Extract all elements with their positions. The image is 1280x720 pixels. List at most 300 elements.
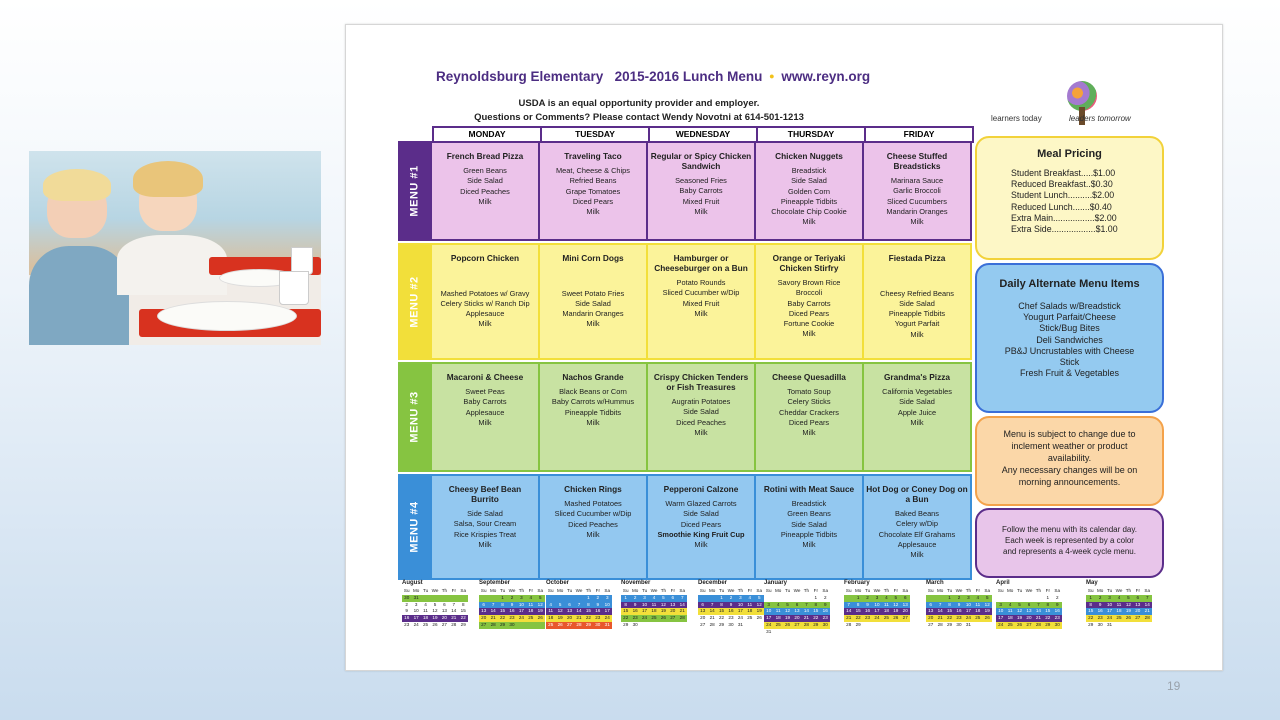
month-calendar [1086,580,1152,629]
menu-cell [538,243,648,360]
menu-item: Milk [802,329,816,339]
calendar-day: 28 [488,622,497,629]
entree-title: Pepperoni Calzone [663,484,739,494]
calendar-day: 9 [1053,602,1062,609]
school-logo [989,81,1149,141]
calendar-day: 13 [926,608,935,615]
menu-item: Black Beans or Corn [559,387,627,396]
entree-title: Chicken Nuggets [775,151,843,161]
calendar-day: 20 [926,615,935,622]
calendar-day: 31 [1106,621,1113,627]
weekday-abbrev: Tu [566,588,573,593]
calendar-week [1086,602,1152,609]
calendar-day: 5 [555,602,564,609]
month-calendar [621,580,687,629]
menu-item: Sliced Cucumber w/Dip [554,509,632,519]
calendar-day: 21 [678,608,687,615]
day-friday: FRIDAY [864,126,974,143]
menu-label [398,474,432,580]
weekday-abbrev: Su [1087,588,1094,593]
calendar-day: 27 [792,622,801,629]
weekday-abbrev: Mo [936,588,944,593]
day-wednesday: WEDNESDAY [648,126,758,143]
price-line: Student Breakfast.....$1.00 [1011,168,1116,178]
calendar-day: 9 [630,602,639,609]
menu-label [398,362,432,472]
menu-item: Milk [478,196,492,206]
calendar-day: 7 [452,601,456,607]
weekday-abbrev: Su [765,588,772,593]
calendar-day: 28 [1034,622,1043,629]
calendar-day: 22 [459,615,468,622]
calendar-day: 17 [411,615,420,622]
calendar-day: 1 [621,595,630,602]
calendar-day: 6 [668,595,677,602]
calendar-week [546,608,612,615]
calendar-day [430,595,439,602]
weekday-header [996,588,1062,595]
menu-item: Mandarin Oranges [562,309,624,319]
calendar-day: 3 [964,595,973,602]
calendar-day: 29 [623,621,629,627]
calendar-week [546,595,612,602]
calendar-day: 2 [863,595,872,602]
calendar-day: 20 [1024,615,1033,622]
entree-title: Cheesy Beef Bean Burrito [448,484,522,504]
weekday-abbrev: Fr [670,588,675,593]
entree-title: Nachos Grande [562,372,624,382]
calendar-day: 18 [773,615,782,622]
menu-item: Diced Pears [788,417,830,427]
calendar-day: 14 [678,602,687,609]
calendar-day [882,622,891,629]
calendar-day [983,622,992,629]
calendar-day: 15 [621,608,630,615]
calendar-week [698,602,764,609]
menu-cell [538,141,648,241]
calendar-day: 6 [443,601,446,607]
menu-item: Potato Rounds [676,278,726,287]
calendar-week [698,622,764,629]
calendar-week [926,622,992,629]
menu-item: California Vegetables [882,387,952,396]
weekday-abbrev: Sa [756,588,763,593]
calendar-day: 14 [488,608,497,615]
calendar-day: 15 [498,608,507,615]
calendar-day: 19 [1124,608,1133,615]
calendar-day: 29 [584,622,593,629]
calendar-day: 9 [863,602,872,609]
calendar-day [926,595,935,602]
calendar-day: 15 [811,608,820,615]
menu-item: Apple Juice [897,407,937,417]
calendar-day: 8 [811,602,820,609]
calendar-day: 17 [996,615,1005,622]
month-calendar [996,580,1062,629]
menu-item: Milk [802,217,816,227]
calendar-week [844,615,910,622]
weekday-abbrev: Th [737,588,744,593]
menu-item: Mashed Potatoes [564,499,622,508]
menu-cell [862,474,972,580]
calendar-day: 24 [964,615,973,622]
calendar-day: 3 [640,595,649,602]
menu-item: Milk [586,319,600,329]
month-calendar [764,580,830,636]
calendar-day: 11 [526,602,535,609]
calendar-day: 10 [517,602,526,609]
calendar-day: 12 [755,602,764,609]
menu-item: Side Salad [791,519,827,529]
weekday-abbrev: Th [660,588,667,593]
boy-shirt [29,246,129,345]
calendar-day: 16 [726,608,735,615]
month-name: November [621,580,651,586]
calendar-week [479,615,545,622]
calendar-day: 13 [565,608,574,615]
calendar-day: 31 [965,621,971,627]
calendar-day [745,622,754,629]
calendar-day: 23 [863,615,872,622]
calendar-week [996,615,1062,622]
weekday-abbrev: We [650,588,658,593]
calendar-day: 1 [1046,594,1050,600]
calendar-day: 25 [1114,615,1123,622]
calendar-day: 10 [640,602,649,609]
calendar-day [546,595,555,602]
menu-item: Milk [586,529,600,539]
weekday-abbrev: Su [997,588,1004,593]
calendar-day: 13 [1024,608,1033,615]
calendar-day: 23 [1053,615,1062,622]
calendar-day: 11 [1005,608,1014,615]
calendar-day [844,595,853,602]
menu-item: Sliced Cucumbers [887,196,947,206]
menu-item: Diced Peaches [676,417,726,427]
calendar-week [844,608,910,615]
weekday-header [479,588,545,595]
calendar-day: 6 [792,602,801,609]
weekday-abbrev: Sa [1054,588,1061,593]
calendar-day: 14 [707,608,716,615]
calendar-day [707,595,716,602]
month-name: September [479,580,511,586]
weekday-abbrev: Fr [1045,588,1050,593]
lunch-menu-document [345,24,1223,671]
menu-item: Garlic Broccoli [893,186,941,196]
calendar-day [659,622,668,629]
calendar-day: 1 [1086,595,1095,602]
calendar-week [926,595,992,602]
contact-line: Questions or Comments? Please contact Wendy Novotni at 614-501-1213 [474,112,804,123]
calendar-day: 6 [1133,595,1142,602]
price-line: Extra Side..................$1.00 [1011,224,1118,235]
school-name: Reynoldsburg Elementary [436,69,604,84]
calendar-day: 24 [517,615,526,622]
weekday-abbrev: We [1025,588,1033,593]
calendar-day: 24 [640,615,649,622]
calendar-week [546,622,612,629]
menu-item: Celery Sticks [787,397,831,407]
calendar-day [555,595,564,602]
menu-item: Pineapple Tidbits [888,309,946,319]
calendar-day: 25 [546,622,555,629]
calendar-day: 26 [536,615,545,622]
calendar-week [926,608,992,615]
menu-item: Tomato Soup [787,387,831,396]
calendar-week [479,602,545,609]
calendar-day: 5 [1015,602,1024,609]
calendar-day: 18 [421,615,430,622]
calendar-day: 19 [1015,615,1024,622]
weekday-abbrev: Tu [946,588,953,593]
calendar-day: 15 [1043,608,1052,615]
calendar-day: 26 [659,615,668,622]
weekday-abbrev: We [575,588,583,593]
menu-cell [430,474,540,580]
calendar-day: 2 [726,595,735,602]
month-calendar [698,580,764,629]
price-line: Reduced Lunch.......$0.40 [1011,201,1112,212]
menu-item: Milk [910,417,924,427]
weekday-abbrev: Mo [1096,588,1104,593]
menu-item: Pineapple Tidbits [780,529,838,539]
calendar-week [764,608,830,615]
calendar-day: 21 [1143,608,1152,615]
weekday-abbrev: Mo [854,588,862,593]
calendar-day: 26 [783,622,792,629]
calendar-day: 29 [946,621,953,627]
calendar-week [1086,622,1152,629]
month-calendar [546,580,612,629]
calendar-day: 7 [707,602,716,609]
menu-item: Augratin Potatoes [671,397,731,406]
calendar-day: 28 [802,622,811,629]
menu-item: Mixed Fruit [682,196,720,206]
weekday-abbrev: Sa [604,588,611,593]
menu-item: Salsa, Sour Cream [453,519,517,529]
month-name: January [764,580,788,586]
calendar-day: 18 [745,608,754,615]
weekday-abbrev: Th [883,588,890,593]
calendar-day: 8 [584,602,593,609]
calendar-day: 13 [668,602,677,609]
weekday-abbrev: Su [403,588,410,593]
calendar-day: 21 [844,615,853,622]
month-calendar [479,580,545,629]
calendar-day: 18 [649,608,658,615]
alternate-line: PB&J Uncrustables with Cheese [1004,345,1135,356]
calendar-day: 24 [996,622,1005,629]
menu-item: Celery w/Dip [896,519,938,529]
calendar-day: 4 [882,595,891,602]
calendar-day: 11 [546,608,555,615]
calendar-day: 2 [630,595,639,602]
menu-cell [646,474,756,580]
calendar-day: 4 [649,595,658,602]
calendar-instructions-box [975,508,1164,578]
calendar-day: 11 [649,602,658,609]
calendar-day: 12 [659,602,668,609]
calendar-day: 29 [1088,621,1094,627]
daily-alternate-box [975,263,1164,413]
menu-item: Chocolate Chip Cookie [771,207,847,217]
calendar-day: 9 [954,602,963,609]
calendar-week [764,615,830,622]
menu-item: Applesauce [465,309,505,319]
weekday-abbrev: Su [699,588,706,593]
calendar-day: 6 [479,602,488,609]
alternate-line: Deli Sandwiches [1036,334,1103,345]
calendar-day: 27 [479,622,488,629]
calendar-day: 7 [935,602,944,609]
menu-item: Applesauce [465,407,505,417]
calendar-day: 17 [603,608,612,615]
calendar-day: 9 [726,602,735,609]
calendar-week [764,622,830,629]
calendar-day: 28 [1143,615,1152,622]
alternate-line: Fresh Fruit & Vegetables [1019,368,1120,379]
weekday-header [844,588,910,595]
weekday-abbrev: We [508,588,516,593]
weekday-header [1086,588,1152,595]
calendar-day: 5 [755,595,764,602]
weekday-header [546,588,612,595]
calendar-day [764,595,773,602]
calendar-day [773,595,782,602]
weekday-abbrev: Th [1125,588,1132,593]
weekday-abbrev: Sa [1144,588,1151,593]
calendar-day: 26 [1124,615,1133,622]
calendar-day [973,622,982,629]
weekday-header [698,588,764,595]
menu-item [432,278,538,288]
calendar-day: 10 [736,602,745,609]
weekday-abbrev: Mo [489,588,497,593]
calendar-day: 7 [574,602,583,609]
calendar-day: 21 [488,615,497,622]
calendar-day: 24 [737,615,743,621]
calendar-day: 30 [402,595,411,602]
calendar-day: 23 [954,615,963,622]
calendar-week [764,602,830,609]
calendar-day: 24 [413,621,419,627]
weekday-abbrev: Th [441,588,448,593]
calendar-day: 8 [1086,602,1095,609]
calendar-day: 8 [717,602,726,609]
menu-item: Milk [694,308,708,318]
calendar-day: 28 [574,622,583,629]
calendar-week [844,622,910,629]
calendar-day [872,622,881,629]
calendar-day: 2 [1095,595,1104,602]
calendar-day: 5 [891,595,900,602]
calendar-week [1086,608,1152,615]
calendar-day: 5 [536,595,545,602]
weekday-abbrev: Sa [902,588,909,593]
calendar-day: 16 [1053,608,1062,615]
calendar-week [621,602,687,609]
price-line: Extra Main.................$2.00 [1011,212,1117,223]
calendar-week [479,595,545,602]
calendar-day: 18 [973,608,982,615]
calendar-day: 3 [603,595,612,602]
bullet-icon: ● [769,71,775,81]
calendar-day [1005,595,1014,602]
weekday-abbrev: We [793,588,801,593]
calendar-day [1124,622,1133,629]
menu-item: Seasoned Fries [675,176,727,185]
calendar-day [755,622,764,629]
menu-item: Grape Tomatoes [565,186,621,196]
calendar-day: 3 [872,595,881,602]
menu-item [540,268,646,278]
calendar-day [640,622,649,629]
weekday-abbrev: Th [965,588,972,593]
calendar-day: 15 [584,608,593,615]
menu-item: Side Salad [467,509,503,518]
calendar-day: 12 [983,602,992,609]
calendar-day: 19 [430,615,439,622]
calendar-day [526,622,535,629]
alternate-line: Yougurt Parfait/Cheese [1023,312,1116,323]
menu-item: Side Salad [683,407,719,417]
notice-line: Any necessary changes will be on [1001,465,1138,475]
month-name: May [1086,580,1098,586]
weekday-abbrev: Fr [595,588,600,593]
calendar-day: 11 [882,602,891,609]
entree-title: Mini Corn Dogs [562,253,624,263]
children-lunch-photo [29,151,321,345]
menu-cell [862,141,972,241]
calendar-day: 10 [964,602,973,609]
calendar-week [546,602,612,609]
calendar-day: 28 [846,621,852,627]
entree-title: Hot Dog or Coney Dog on a Bun [866,484,968,504]
calendar-day [783,595,792,602]
menu-item: Baby Carrots w/Hummus [551,397,635,407]
calendar-day: 18 [882,608,891,615]
calendar-day [488,595,497,602]
calendar-day: 31 [411,595,420,602]
calendar-day: 29 [718,621,725,627]
meal-pricing-title: Meal Pricing [1037,148,1102,160]
calendar-week [621,615,687,622]
calendar-day: 24 [764,622,773,629]
menu-item: Applesauce [897,539,937,549]
calendar-day: 30 [728,621,734,627]
calendar-day: 28 [937,621,943,627]
calendar-day: 27 [565,622,574,629]
calendar-day [792,595,801,602]
month-name: March [926,580,944,586]
calendar-day: 6 [565,602,574,609]
calendar-day: 8 [498,602,507,609]
calendar-day: 19 [783,615,792,622]
calendar-day: 13 [441,608,447,614]
calendar-day: 25 [526,615,535,622]
calendar-day: 10 [872,602,881,609]
instruction-line: Each week is represented by a color [1005,536,1134,545]
menu-label [398,243,432,360]
menu-item: Milk [586,417,600,427]
menu-item: Side Salad [899,298,935,308]
website-link[interactable]: www.reyn.org [781,69,871,84]
calendar-day: 5 [783,602,792,609]
calendar-day [1024,595,1033,602]
menu-item: Milk [802,540,816,550]
daily-alternate-title: Daily Alternate Menu Items [999,278,1140,290]
